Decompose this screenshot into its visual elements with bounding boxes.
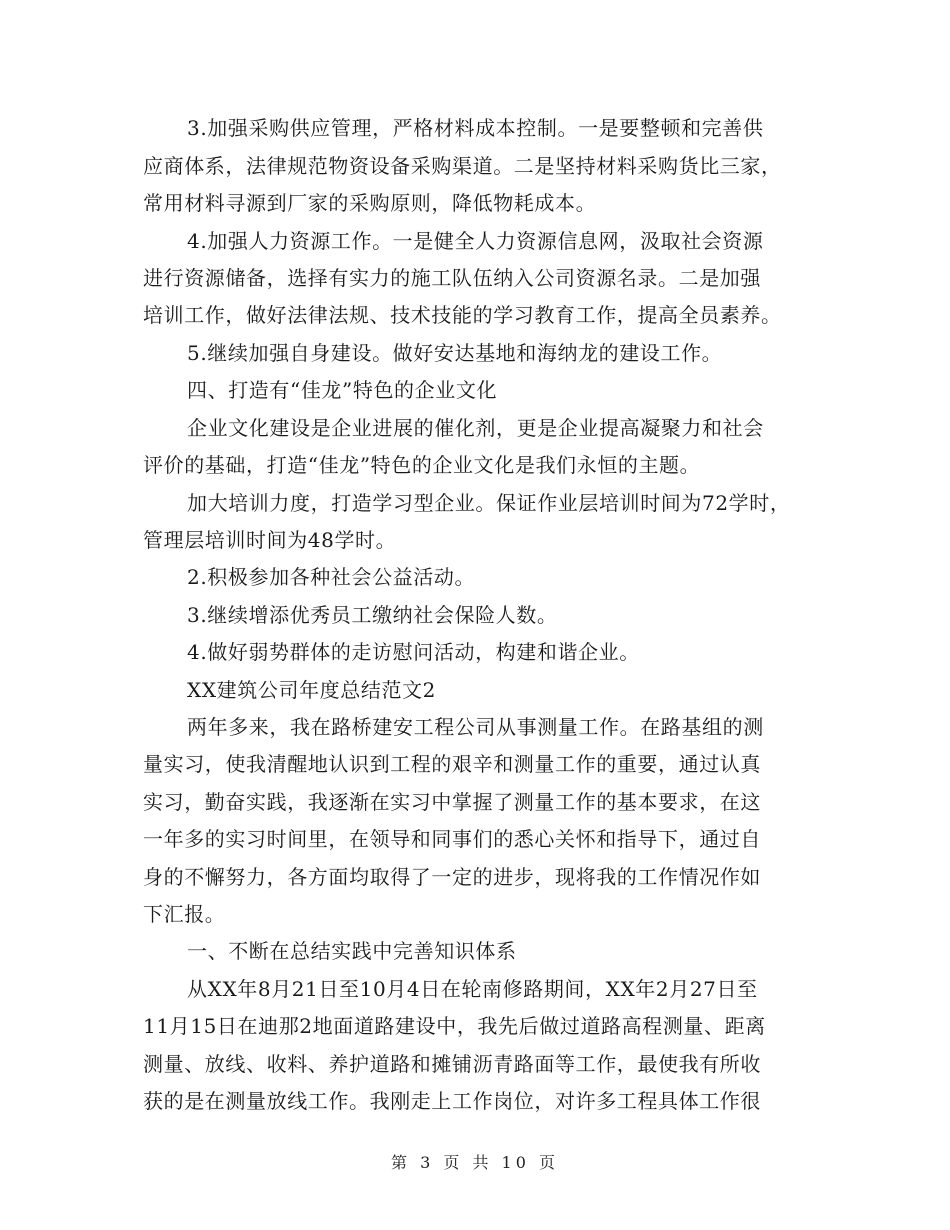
text-line: 两年多来，我在路桥建安工程公司从事测量工作。在路基组的测	[187, 715, 764, 739]
text-line: 培训工作，做好法律法规、技术技能的学习教育工作，提高全员素养。	[143, 303, 782, 327]
text-line: 实习，勤奋实践，我逐渐在实习中掌握了测量工作的基本要求，在这	[143, 790, 761, 814]
text-line: 一年多的实习时间里，在领导和同事们的悉心关怀和指导下，通过自	[143, 827, 761, 851]
text-line: 3.继续增添优秀员工缴纳社会保险人数。	[187, 603, 558, 627]
text-line: 3.加强采购供应管理，严格材料成本控制。一是要整顿和完善供	[187, 116, 764, 140]
text-line: 4.加强人力资源工作。一是健全人力资源信息网，汲取社会资源	[187, 229, 764, 253]
text-line: 应商体系，法律规范物资设备采购渠道。二是坚持材料采购货比三家，	[143, 154, 782, 178]
text-line: 企业文化建设是企业进展的催化剂，更是企业提高凝聚力和社会	[187, 416, 764, 440]
text-line: 11月15日在迪那2地面道路建设中，我先后做过道路高程测量、距离	[143, 1014, 766, 1038]
text-line: 2.积极参加各种社会公益活动。	[187, 565, 476, 589]
text-line: 管理层培训时间为48学时。	[143, 528, 397, 552]
text-line: 从XX年8月21日至10月4日在轮南修路期间，XX年2月27日至	[187, 977, 758, 1001]
text-line: 5.继续加强自身建设。做好安达基地和海纳龙的建设工作。	[187, 341, 723, 365]
document-title: XX建筑公司年度总结范文2	[187, 678, 437, 702]
text-line: 4.做好弱势群体的走访慰问活动，构建和谐企业。	[187, 640, 640, 664]
text-line: 常用材料寻源到厂家的采购原则，降低物耗成本。	[143, 191, 597, 215]
text-line: 进行资源储备，选择有实力的施工队伍纳入公司资源名录。二是加强	[143, 266, 761, 290]
page-number-footer: 第 3 页 共 10 页	[391, 1153, 559, 1172]
text-line: 测量、放线、收料、养护道路和摊铺沥青路面等工作，最使我有所收	[143, 1052, 761, 1076]
text-line: 加大培训力度，打造学习型企业。保证作业层培训时间为72学时，	[187, 491, 791, 515]
text-line: 获的是在测量放线工作。我刚走上工作岗位，对许多工程具体工作很	[143, 1089, 761, 1113]
text-line: 评价的基础，打造“佳龙”特色的企业文化是我们永恒的主题。	[143, 453, 701, 477]
section-heading: 一、不断在总结实践中完善知识体系	[187, 939, 517, 963]
section-heading: 四、打造有“佳龙”特色的企业文化	[187, 378, 498, 402]
text-line: 下汇报。	[143, 902, 226, 926]
text-line: 量实习，使我清醒地认识到工程的艰辛和测量工作的重要，通过认真	[143, 752, 761, 776]
text-line: 身的不懈努力，各方面均取得了一定的进步，现将我的工作情况作如	[143, 865, 761, 889]
